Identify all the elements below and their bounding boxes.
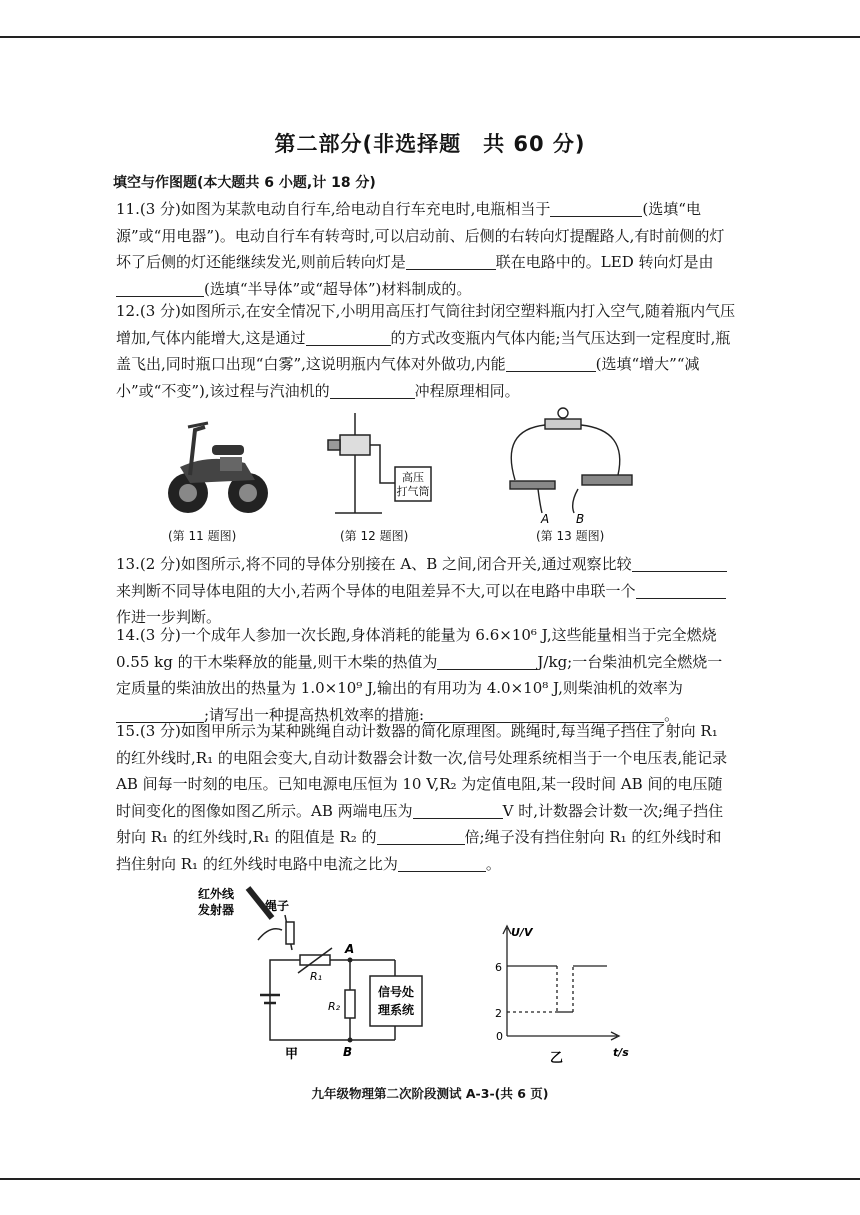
node-a: [348, 958, 353, 963]
q15-text-b: V 时,计数器会计数一次;绳子挡住射向 R₁ 的红外线时,R₁ 的阻值是 R₂ 的: [116, 801, 724, 846]
q15-text-d: 。: [485, 854, 501, 873]
question-14: 14.(3 分)一个成年人参加一次长跑,身体消耗的能量为 6.6×10⁶ J,这些能量相当于完全燃烧 0.55 kg 的干木柴释放的能量,则干木柴的热值为 J/kg;一台柴油机完全燃烧一定质量的柴油放出的热量为 1.0×10⁹ J,输出的有用功为 4.0×10⁸ J,则柴油机的效率为;请写出一种提高热机效率的措施: 。: [116, 626, 723, 724]
air-pump-illustration: [328, 413, 431, 513]
label-a: A: [345, 942, 355, 956]
node-b: [348, 1038, 353, 1043]
q12-text-d: 冲程原理相同。: [414, 381, 520, 400]
emitter-label-2: 发射器: [198, 903, 235, 917]
y-tick-2: 2: [495, 1007, 502, 1020]
label-r2: R₂: [328, 1000, 341, 1013]
label-jia: 甲: [285, 1047, 299, 1060]
electric-bike-illustration: [168, 423, 268, 513]
q15-blank-1[interactable]: [413, 802, 503, 819]
emitter-label-1: 红外线: [198, 887, 235, 901]
motion-arrow: [258, 929, 282, 940]
q12-blank-2[interactable]: [506, 355, 596, 372]
q13-text-b: 来判断不同导体电阻的大小,若两个导体的电阻差异不大,可以在电路中串联一个: [116, 581, 636, 600]
caption-fig-11: (第 11 题图): [168, 529, 237, 543]
q12-blank-1[interactable]: [306, 329, 391, 346]
q13-blank-1[interactable]: [632, 555, 727, 572]
caption-fig-12: (第 12 题图): [340, 529, 409, 543]
question-15: 15.(3 分)如图甲所示为某种跳绳自动计数器的简化原理图。跳绳时,每当绳子挡住了射向 R₁ 的红外线时,R₁ 的电阻会变大,自动计数器会计数一次,信号处理系统相当于一个电压表,能记录 AB 间每一时刻的电压。已知电源电压恒为 10 V,R₂ 为定值电阻,某一段时间 AB 间的电压随时间变化的图像如图乙所示。AB 两端电压为 V 时,计数器会计数一次;绳子挡住射向 R₁ 的红外线时,R₁ 的阻值是 R₂ 的 倍;绳子没有挡住射向 R₁ 的红外线时和挡住射向 R₁ 的红外线时电路中电流之比为 。: [116, 722, 728, 873]
pump-label-2: 打气筒: [396, 485, 430, 498]
label-yi: 乙: [550, 1051, 564, 1066]
q14-text-d: 。: [664, 705, 680, 724]
q13-text-c: 作进一步判断。: [116, 608, 222, 626]
q14-text-b: J/kg;一台柴油机完全燃烧一定质量的柴油放出的热量为 1.0×10⁹ J,输出的有用功为 4.0×10⁸ J,则柴油机的效率为: [116, 652, 723, 697]
signal-label-1: 信号处: [377, 985, 415, 999]
figure-15-circuit: [190, 880, 440, 1060]
q14-text-c: ;请写出一种提高热机效率的措施:: [204, 705, 425, 724]
part-title: 第二部分(非选择题 共 60 分): [274, 132, 586, 156]
q13-blank-2[interactable]: [636, 582, 726, 599]
point-b-label: B: [576, 512, 585, 525]
rope-segment: [286, 922, 294, 944]
q11-blank-1[interactable]: [550, 200, 642, 217]
q11-blank-2[interactable]: [406, 253, 496, 270]
point-a-label: A: [541, 512, 550, 525]
figures-row: [150, 405, 690, 525]
q11-text-a: (3 分)如图为某款电动自行车,给电动自行车充电时,电瓶相当于: [139, 200, 551, 218]
question-13: 13.(2 分)如图所示,将不同的导体分别接在 A、B 之间,闭合开关,通过观察比较来判断不同导体电阻的大小,若两个导体的电阻差异不大,可以在电路中串联一个作进一步判断。: [116, 551, 736, 631]
graph-x-label: t/s: [613, 1046, 629, 1059]
r2-resistor: [345, 990, 355, 1018]
q15-text-a: (3 分)如图甲所示为某种跳绳自动计数器的简化原理图。跳绳时,每当绳子挡住了射向 R₁ 的红外线时,R₁ 的电阻会变大,自动计数器会计数一次,信号处理系统相当于一个电压表,能记录 AB 间每一时刻的电压。已知电源电压恒为 10 V,R₂ 为定值电阻,某一段时间 AB 间的电压随时间变化的图像如图乙所示。AB 两端电压为: [116, 722, 728, 820]
rope-label: 绳子: [265, 899, 290, 913]
caption-fig-13: (第 13 题图): [536, 529, 605, 543]
figure-15-graph: [485, 918, 635, 1068]
q15-blank-2[interactable]: [377, 828, 465, 845]
q12-text-c: (选填“增大”“减小”或“不变”),该过程与汽油机的: [116, 355, 700, 400]
q12-text-b: 的方式改变瓶内气体内能;当气压达到一定程度时,瓶盖飞出,同时瓶口出现“白雾”,这说明瓶内气体对外做功,内能: [116, 328, 731, 373]
q12-text-a: (3 分)如图所示,在安全情况下,小明用高压打气筒往封闭空塑料瓶内打入空气,随着瓶内气压增加,气体内能增大,这是通过: [116, 302, 736, 347]
q14-blank-1[interactable]: [437, 653, 537, 670]
q15-text-c: 倍;绳子没有挡住射向 R₁ 的红外线时和挡住射向 R₁ 的红外线时电路中电流之比为: [116, 828, 722, 873]
q11-text-c: 联在电路中的。LED 转向灯是由: [495, 253, 714, 271]
graph-origin-label: 0: [496, 1030, 503, 1043]
question-12: 12.(3 分)如图所示,在安全情况下,小明用高压打气筒往封闭空塑料瓶内打入空气,随着瓶内气压增加,气体内能增大,这是通过 的方式改变瓶内气体内能;当气压达到一定程度时,瓶盖飞出,同时瓶口出现“白雾”,这说明瓶内气体对外做功,内能 (选填“增大”“减小”或“不变”),该过程与汽油机的 冲程原理相同。: [116, 302, 736, 400]
q14-text-a: (3 分)一个成年人参加一次长跑,身体消耗的能量为 6.6×10⁶ J,这些能量相当于完全燃烧 0.55 kg 的干木柴释放的能量,则干木柴的热值为: [116, 626, 717, 671]
y-tick-6: 6: [495, 961, 502, 974]
signal-label-2: 理系统: [377, 1003, 415, 1017]
q11-blank-3[interactable]: [116, 280, 204, 297]
page-footer: 九年级物理第二次阶段测试 A-3-(共 6 页): [311, 1086, 549, 1101]
signal-system-box: [370, 976, 422, 1026]
q11-text-b: (选填“电源”或“用电器”)。电动自行车有转弯时,可以启动前、后侧的右转向灯提醒路人,有时前侧的灯坏了后侧的灯还能继续发光,则前后转向灯是: [116, 200, 725, 271]
section-heading: 填空与作图题(本大题共 6 小题,计 18 分): [113, 175, 376, 191]
label-b: B: [343, 1045, 353, 1059]
q12-blank-3[interactable]: [330, 382, 415, 399]
graph-y-label: U/V: [511, 926, 533, 939]
pump-label-1: 高压: [402, 471, 424, 484]
question-11: 11.(3 分)如图为某款电动自行车,给电动自行车充电时,电瓶相当于 (选填“电源”或“用电器”)。电动自行车有转弯时,可以启动前、后侧的右转向灯提醒路人,有时前侧的灯坏了后侧的灯还能继续发光,则前后转向灯是 联在电路中的。LED 转向灯是由(选填“半导体”或“超导体”)材料制成的。: [116, 200, 725, 298]
label-r1: R₁: [310, 970, 323, 983]
q15-blank-3[interactable]: [398, 855, 486, 872]
q11-text-d: (选填“半导体”或“超导体”)材料制成的。: [204, 279, 472, 298]
resistance-circuit-illustration: [510, 408, 632, 513]
q13-text-a: (2 分)如图所示,将不同的导体分别接在 A、B 之间,闭合开关,通过观察比较: [139, 555, 632, 573]
